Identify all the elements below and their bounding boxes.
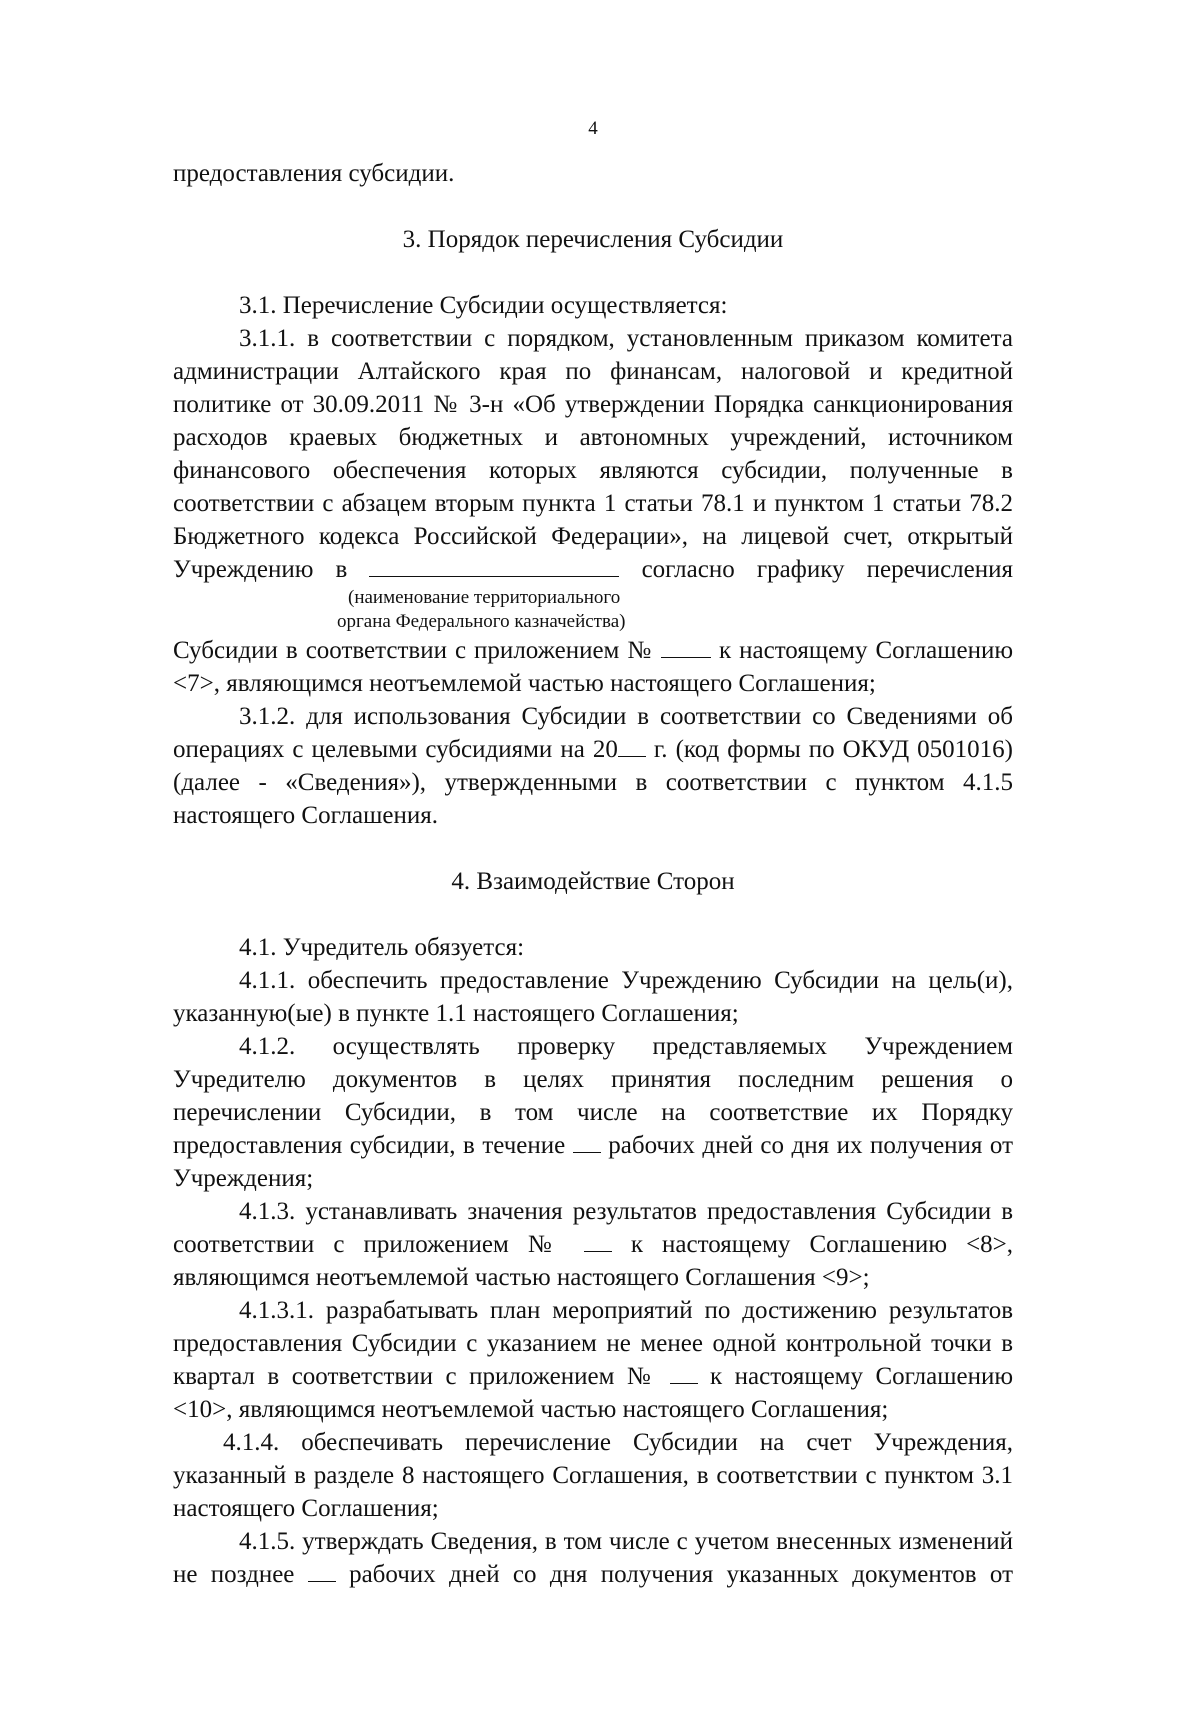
text-line: финансового обеспечения которых являются субсидии, полученные в [173,457,1013,484]
blank-caption: органа Федерального казначейства) [337,611,626,632]
text-line: соответствии с абзацем вторым пункта 1 статьи 78.1 и пунктом 1 статьи 78.2 [173,490,1013,517]
text-line: <7>, являющимся неотъемлемой частью настоящего Соглашения; [173,670,876,697]
clause-4-1-2: 4.1.2. осуществлять проверку представляемых Учреждением [239,1033,1013,1060]
text-line: политике от 30.09.2011 № 3-н «Об утверждении Порядка санкционирования [173,391,1013,418]
clause-4-1-3: 4.1.3. устанавливать значения результатов предоставления Субсидии в [239,1198,1013,1225]
text-line: настоящего Соглашения. [173,802,439,829]
appendix-number-blank [661,635,711,658]
section-heading-4: 4. Взаимодействие Сторон [451,868,735,895]
text-line: предоставления субсидии. [173,160,455,187]
text-fragment: Учреждению в [173,556,348,583]
text-line [173,634,1013,667]
text-fragment: не позднее [173,1561,295,1588]
text-line [173,733,1013,766]
text-line [173,1228,1013,1261]
text-fragment: операциях с целевыми субсидиями на 20 [173,736,618,763]
text-line: <10>, являющимся неотъемлемой частью настоящего Соглашения; [173,1396,889,1423]
text-line: являющимся неотъемлемой частью настоящего Соглашения <9>; [173,1264,870,1291]
clause-4-1-3-1: 4.1.3.1. разрабатывать план мероприятий по достижению результатов [239,1297,1013,1324]
text-line [173,553,1013,586]
clause-3-1-1: 3.1.1. в соответствии с порядком, установленным приказом комитета [239,325,1013,352]
text-fragment: к настоящему Соглашению [718,637,1013,664]
text-line [173,1129,1013,1162]
clause-4-1-1: 4.1.1. обеспечить предоставление Учреждению Субсидии на цель(и), [239,967,1013,994]
text-fragment: г. (код формы по ОКУД 0501016) [653,736,1013,763]
clause-3-1-2: 3.1.2. для использования Субсидии в соответствии со Сведениями об [239,703,1013,730]
text-line: указанную(ые) в пункте 1.1 настоящего Соглашения; [173,1000,739,1027]
text-fragment: соответствии с приложением № [173,1231,565,1258]
text-line: (далее - «Сведения»), утвержденными в соответствии с пунктом 4.1.5 [173,769,1013,796]
text-line [173,1558,1013,1591]
text-fragment: квартал в соответствии с приложением № [173,1363,657,1390]
clause-4-1-4: 4.1.4. обеспечивать перечисление Субсидии на счет Учреждения, [223,1429,1013,1456]
text-fragment: рабочих дней со дня их получения от [608,1132,1014,1159]
appendix-number-blank [670,1361,698,1384]
text-line: перечислении Субсидии, в том числе на соответствие их Порядку [173,1099,1013,1126]
clause-4-1-5: 4.1.5. утверждать Сведения, в том числе с учетом внесенных изменений [239,1528,1013,1555]
clause-4-1: 4.1. Учредитель обязуется: [239,934,525,961]
days-blank [573,1130,601,1153]
text-line: администрации Алтайского края по финансам, налоговой и кредитной [173,358,1013,385]
year-blank [618,734,646,757]
appendix-number-blank [584,1229,612,1252]
days-blank [308,1559,336,1582]
text-line: Учредителю документов в целях принятия последним решения о [173,1066,1013,1093]
text-line: указанный в разделе 8 настоящего Соглашения, в соответствии с пунктом 3.1 [173,1462,1013,1489]
text-fragment: Субсидии в соответствии с приложением № [173,637,653,664]
text-line: Бюджетного кодекса Российской Федерации», на лицевой счет, открытый [173,523,1013,550]
treasury-body-blank [369,554,619,577]
text-fragment: к настоящему Соглашению <8>, [630,1231,1014,1258]
text-line: настоящего Соглашения; [173,1495,439,1522]
text-fragment: рабочих дней со дня получения указанных документов от [349,1561,1014,1588]
section-heading-3: 3. Порядок перечисления Субсидии [402,226,784,253]
clause-3-1: 3.1. Перечисление Субсидии осуществляется: [239,292,728,319]
text-fragment: согласно графику перечисления [641,556,1013,583]
text-line: расходов краевых бюджетных и автономных учреждений, источником [173,424,1013,451]
text-line: предоставления Субсидии с указанием не менее одной контрольной точки в [173,1330,1013,1357]
text-line: Учреждения; [173,1165,314,1192]
text-fragment: к настоящему Соглашению [710,1363,1014,1390]
text-line [173,1360,1013,1393]
page-number: 4 [588,118,598,139]
text-fragment: предоставления субсидии, в течение [173,1132,566,1159]
blank-caption: (наименование территориального [348,587,621,608]
